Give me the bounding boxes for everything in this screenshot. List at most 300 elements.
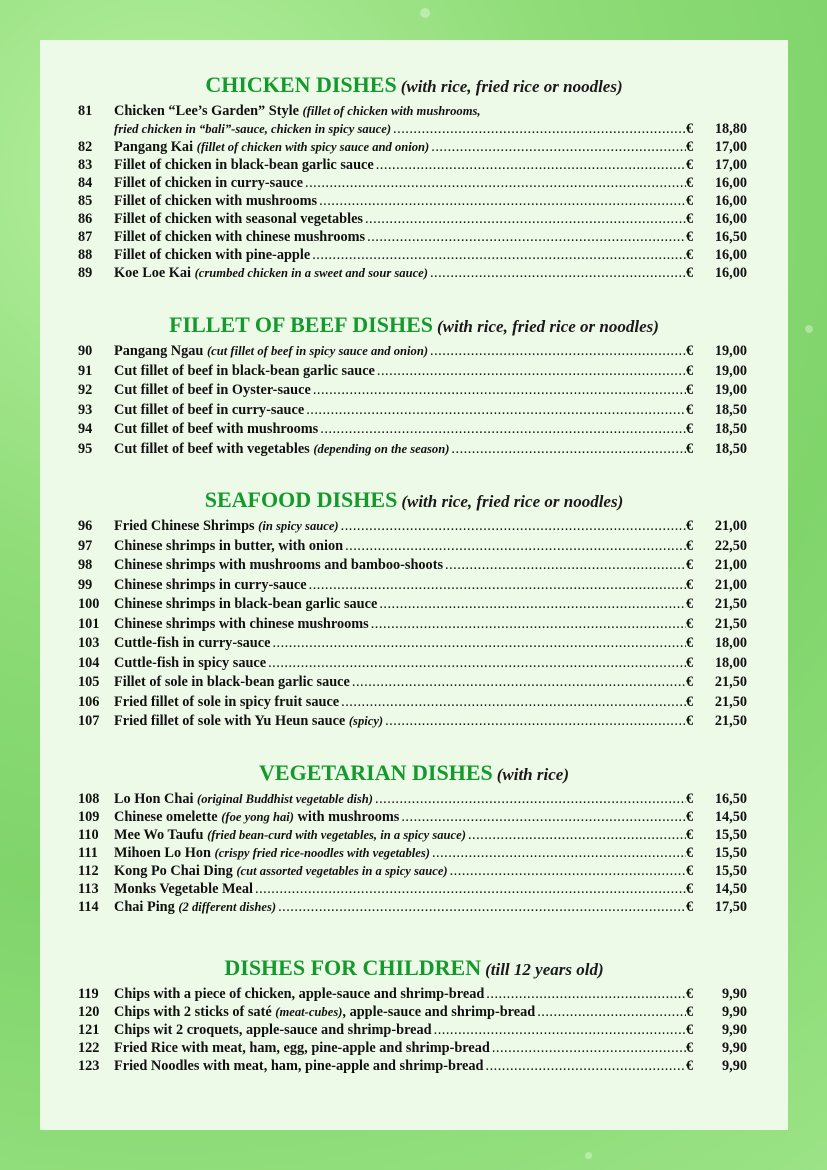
item-currency: € bbox=[686, 791, 694, 807]
item-currency: € bbox=[686, 382, 694, 398]
item-price: 9,90 bbox=[721, 986, 747, 1002]
menu-section bbox=[40, 485, 788, 732]
item-description bbox=[114, 192, 686, 210]
item-currency: € bbox=[686, 899, 694, 915]
item-name: Fillet of chicken in curry-sauce bbox=[114, 175, 304, 191]
leader-dots bbox=[320, 420, 686, 440]
item-price: 16,50 bbox=[714, 791, 747, 807]
leader-dots bbox=[431, 138, 686, 156]
item-currency: € bbox=[686, 881, 694, 897]
menu-item bbox=[40, 228, 788, 246]
item-name: Koe Loe Kai bbox=[114, 265, 195, 281]
item-number: 98 bbox=[78, 557, 93, 573]
item-description bbox=[114, 615, 686, 635]
section-subtitle: (with rice, fried rice or noodles) bbox=[401, 492, 624, 511]
item-description bbox=[114, 712, 686, 732]
item-currency: € bbox=[686, 247, 694, 263]
item-name: Chicken “Lee’s Garden” Style bbox=[114, 103, 303, 119]
item-note: (fillet of chicken with spicy sauce and onion) bbox=[196, 140, 430, 154]
item-name: Cut fillet of beef in Oyster-sauce bbox=[114, 382, 311, 398]
leader-dots bbox=[255, 880, 686, 898]
background-dot bbox=[420, 8, 430, 18]
item-currency: € bbox=[686, 1004, 694, 1020]
menu-item bbox=[40, 634, 788, 654]
item-number: 85 bbox=[78, 193, 93, 209]
item-price: 9,90 bbox=[721, 1022, 747, 1038]
menu-item bbox=[40, 537, 788, 557]
item-description bbox=[114, 264, 686, 282]
item-price: 21,50 bbox=[714, 674, 747, 690]
leader-dots bbox=[445, 556, 686, 576]
item-currency: € bbox=[686, 1058, 694, 1074]
item-price: 15,50 bbox=[714, 845, 747, 861]
item-currency: € bbox=[686, 537, 694, 554]
menu-item bbox=[40, 102, 788, 138]
item-text bbox=[114, 342, 428, 362]
item-text bbox=[114, 862, 448, 880]
item-number: 99 bbox=[78, 576, 93, 593]
leader-dots bbox=[486, 985, 686, 1003]
item-currency: € bbox=[686, 265, 694, 281]
leader-dots bbox=[377, 362, 686, 382]
menu-item bbox=[40, 517, 788, 537]
item-currency: € bbox=[686, 809, 694, 825]
item-text bbox=[114, 192, 317, 210]
item-number: 121 bbox=[78, 1022, 100, 1038]
section-subtitle: (with rice, fried rice or noodles) bbox=[400, 77, 623, 96]
item-description bbox=[114, 576, 686, 596]
item-description bbox=[114, 120, 686, 138]
item-name: Monks Vegetable Meal bbox=[114, 881, 253, 897]
leader-dots bbox=[341, 517, 686, 537]
item-currency: € bbox=[686, 863, 694, 879]
item-description bbox=[114, 1039, 686, 1057]
item-text bbox=[114, 156, 374, 174]
leader-dots bbox=[430, 342, 686, 362]
leader-dots bbox=[305, 174, 686, 192]
item-description bbox=[114, 401, 686, 421]
item-text bbox=[114, 1057, 484, 1075]
item-name: Chinese shrimps with chinese mushrooms bbox=[114, 615, 369, 632]
item-number: 107 bbox=[78, 713, 100, 729]
item-number: 89 bbox=[78, 265, 93, 281]
menu-item bbox=[40, 985, 788, 1003]
item-currency: € bbox=[686, 518, 694, 534]
item-name: Lo Hon Chai bbox=[114, 791, 198, 807]
item-list bbox=[40, 985, 788, 1075]
item-text bbox=[114, 615, 369, 635]
item-description bbox=[114, 362, 686, 382]
item-currency: € bbox=[686, 157, 694, 173]
item-number: 119 bbox=[78, 986, 99, 1002]
item-price: 18,50 bbox=[714, 421, 747, 437]
item-list bbox=[40, 517, 788, 732]
item-note: (in spicy sauce) bbox=[258, 519, 339, 533]
item-price: 9,90 bbox=[721, 1040, 747, 1056]
item-name: Chinese shrimps in curry-sauce bbox=[114, 576, 307, 593]
item-number: 108 bbox=[78, 791, 100, 807]
item-text bbox=[114, 210, 363, 228]
section-title: VEGETARIAN DISHES bbox=[259, 760, 493, 785]
item-name: Chinese shrimps in black-bean garlic sauce bbox=[114, 596, 378, 612]
item-note: (2 different dishes) bbox=[178, 900, 277, 914]
leader-dots bbox=[468, 826, 686, 844]
item-name: Cut fillet of beef in curry-sauce bbox=[114, 401, 305, 418]
item-currency: € bbox=[686, 121, 694, 137]
menu-item bbox=[40, 862, 788, 880]
item-name: Cuttle-fish in curry-sauce bbox=[114, 635, 271, 651]
item-price: 22,50 bbox=[714, 537, 747, 554]
leader-dots bbox=[268, 654, 686, 674]
item-number: 122 bbox=[78, 1040, 100, 1056]
menu-item bbox=[40, 673, 788, 693]
item-description bbox=[114, 673, 686, 693]
item-name: Fillet of chicken with chinese mushrooms bbox=[114, 229, 366, 245]
item-name-line1 bbox=[114, 102, 481, 120]
item-description bbox=[114, 156, 686, 174]
menu-panel bbox=[40, 40, 788, 1130]
item-name-suffix: with mushrooms bbox=[293, 809, 400, 825]
item-name-suffix: , apple-sauce and shrimp-bread bbox=[342, 1004, 536, 1020]
section-subtitle: (with rice, fried rice or noodles) bbox=[436, 317, 659, 336]
item-description bbox=[114, 844, 686, 862]
item-description bbox=[114, 228, 686, 246]
item-currency: € bbox=[686, 576, 694, 593]
menu-item bbox=[40, 246, 788, 264]
menu-item bbox=[40, 844, 788, 862]
item-note: (crispy fried rice-noodles with vegetables) bbox=[214, 846, 430, 860]
item-description bbox=[114, 808, 686, 826]
item-price: 19,00 bbox=[714, 382, 747, 398]
item-text bbox=[114, 362, 375, 382]
item-number: 82 bbox=[78, 139, 93, 155]
item-name: Fried Rice with meat, ham, egg, pine-apple and shrimp-bread bbox=[114, 1040, 490, 1056]
item-name: Fried Noodles with meat, ham, pine-apple and shrimp-bread bbox=[114, 1058, 484, 1074]
menu-item bbox=[40, 712, 788, 732]
item-price: 18,50 bbox=[714, 440, 747, 457]
item-number: 90 bbox=[78, 343, 93, 359]
menu-item bbox=[40, 420, 788, 440]
item-description bbox=[114, 1021, 686, 1039]
menu-section bbox=[40, 758, 788, 916]
item-number: 92 bbox=[78, 382, 93, 398]
item-note: (cut fillet of beef in spicy sauce and onion) bbox=[206, 344, 429, 358]
item-note: (original Buddhist vegetable dish) bbox=[197, 792, 374, 806]
item-number: 83 bbox=[78, 157, 93, 173]
item-number: 94 bbox=[78, 421, 93, 437]
menu-item bbox=[40, 595, 788, 615]
item-name: Fillet of chicken with mushrooms bbox=[114, 193, 318, 209]
item-name: Chips with a piece of chicken, apple-sauce and shrimp-bread bbox=[114, 986, 485, 1002]
item-number: 114 bbox=[78, 899, 99, 915]
item-price: 14,50 bbox=[714, 809, 747, 825]
menu-section bbox=[40, 70, 788, 282]
menu-item bbox=[40, 174, 788, 192]
menu-item bbox=[40, 264, 788, 282]
item-name: Cuttle-fish in spicy sauce bbox=[114, 654, 267, 671]
item-description bbox=[114, 880, 686, 898]
item-currency: € bbox=[686, 557, 694, 573]
menu-section bbox=[40, 310, 788, 459]
menu-item bbox=[40, 615, 788, 635]
item-name: Chips wit 2 croquets, apple-sauce and shrimp-bread bbox=[114, 1022, 432, 1038]
item-note: fried chicken in “bali”-sauce, chicken in spicy sauce) bbox=[114, 122, 392, 136]
menu-item bbox=[40, 808, 788, 826]
item-name: Pangang Kai bbox=[114, 139, 197, 155]
item-name: Chinese omelette bbox=[114, 809, 222, 825]
item-number: 113 bbox=[78, 881, 99, 897]
item-text bbox=[114, 556, 443, 576]
item-text bbox=[114, 138, 429, 156]
menu-item bbox=[40, 693, 788, 713]
menu-item bbox=[40, 440, 788, 460]
item-text bbox=[114, 246, 310, 264]
item-number: 110 bbox=[78, 827, 99, 843]
item-number: 95 bbox=[78, 440, 93, 457]
item-text bbox=[114, 381, 311, 401]
item-currency: € bbox=[686, 654, 694, 671]
leader-dots bbox=[537, 1003, 686, 1021]
item-text bbox=[114, 537, 343, 557]
item-note: (fillet of chicken with mushrooms, bbox=[302, 104, 481, 118]
item-description bbox=[114, 556, 686, 576]
menu-item bbox=[40, 826, 788, 844]
item-currency: € bbox=[686, 845, 694, 861]
leader-dots bbox=[432, 844, 686, 862]
menu-item bbox=[40, 381, 788, 401]
item-price: 21,50 bbox=[714, 713, 747, 729]
item-name: Cut fillet of beef with mushrooms bbox=[114, 421, 319, 437]
menu-item bbox=[40, 138, 788, 156]
item-price: 21,00 bbox=[714, 576, 747, 593]
menu-item bbox=[40, 880, 788, 898]
leader-dots bbox=[385, 712, 686, 732]
menu-item bbox=[40, 576, 788, 596]
item-price: 9,90 bbox=[721, 1058, 747, 1074]
item-text bbox=[114, 1003, 535, 1021]
section-heading bbox=[40, 953, 788, 983]
leader-dots bbox=[450, 862, 686, 880]
item-price: 17,50 bbox=[714, 899, 747, 915]
leader-dots bbox=[309, 576, 686, 596]
menu-item bbox=[40, 1039, 788, 1057]
leader-dots bbox=[371, 615, 686, 635]
item-price: 15,50 bbox=[714, 863, 747, 879]
item-price: 18,80 bbox=[714, 121, 747, 137]
item-price: 21,50 bbox=[714, 596, 747, 612]
item-number: 87 bbox=[78, 229, 93, 245]
item-text bbox=[114, 826, 466, 844]
leader-dots bbox=[306, 401, 686, 421]
item-currency: € bbox=[686, 421, 694, 437]
item-currency: € bbox=[686, 343, 694, 359]
item-text bbox=[114, 576, 307, 596]
item-price: 21,00 bbox=[714, 557, 747, 573]
leader-dots bbox=[367, 228, 686, 246]
item-description bbox=[114, 342, 686, 362]
section-heading bbox=[40, 485, 788, 515]
item-description bbox=[114, 985, 686, 1003]
item-currency: € bbox=[686, 193, 694, 209]
item-currency: € bbox=[686, 674, 694, 690]
menu-item bbox=[40, 1003, 788, 1021]
item-description bbox=[114, 862, 686, 880]
item-description bbox=[114, 693, 686, 713]
item-text bbox=[114, 517, 339, 537]
item-currency: € bbox=[686, 362, 694, 379]
leader-dots bbox=[375, 790, 686, 808]
menu-item bbox=[40, 556, 788, 576]
item-price: 9,90 bbox=[721, 1004, 747, 1020]
item-name: Fried fillet of sole in spicy fruit sauce bbox=[114, 693, 340, 710]
item-number: 101 bbox=[78, 615, 100, 632]
item-number: 84 bbox=[78, 175, 93, 191]
item-number: 91 bbox=[78, 362, 93, 379]
item-text bbox=[114, 985, 484, 1003]
item-description bbox=[114, 440, 686, 460]
item-note: (depending on the season) bbox=[313, 441, 450, 456]
item-number: 86 bbox=[78, 211, 93, 227]
item-price: 21,50 bbox=[714, 693, 747, 710]
item-description bbox=[114, 826, 686, 844]
section-title: FILLET OF BEEF DISHES bbox=[169, 312, 433, 337]
item-name: Fillet of sole in black-bean garlic sauce bbox=[114, 674, 350, 690]
item-text bbox=[114, 654, 266, 674]
section-subtitle: (till 12 years old) bbox=[485, 960, 604, 979]
menu-item bbox=[40, 342, 788, 362]
leader-dots bbox=[319, 192, 686, 210]
item-description bbox=[114, 174, 686, 192]
item-number: 120 bbox=[78, 1004, 100, 1020]
leader-dots bbox=[486, 1057, 687, 1075]
item-price: 17,00 bbox=[714, 157, 747, 173]
menu-item bbox=[40, 156, 788, 174]
background-dot bbox=[805, 325, 813, 333]
item-description bbox=[114, 381, 686, 401]
item-price: 19,00 bbox=[714, 362, 747, 379]
item-name: Fried fillet of sole with Yu Heun sauce bbox=[114, 713, 349, 729]
item-number: 103 bbox=[78, 635, 100, 651]
menu-item bbox=[40, 654, 788, 674]
item-number: 100 bbox=[78, 596, 100, 612]
item-text bbox=[114, 440, 449, 460]
item-text bbox=[114, 174, 303, 192]
item-name: Kong Po Chai Ding bbox=[114, 863, 237, 879]
section-title: DISHES FOR CHILDREN bbox=[224, 955, 482, 980]
item-price: 16,00 bbox=[714, 193, 747, 209]
item-description bbox=[114, 537, 686, 557]
item-number: 97 bbox=[78, 537, 93, 554]
leader-dots bbox=[451, 440, 686, 460]
leader-dots bbox=[393, 120, 686, 138]
item-price: 16,50 bbox=[714, 229, 747, 245]
menu-item bbox=[40, 1057, 788, 1075]
item-description bbox=[114, 1057, 686, 1075]
item-number: 93 bbox=[78, 401, 93, 418]
menu-item bbox=[40, 401, 788, 421]
item-description bbox=[114, 246, 686, 264]
item-currency: € bbox=[686, 827, 694, 843]
item-price: 18,00 bbox=[714, 635, 747, 651]
item-description bbox=[114, 210, 686, 228]
item-text bbox=[114, 401, 304, 421]
item-number: 81 bbox=[78, 103, 93, 119]
item-currency: € bbox=[686, 1040, 694, 1056]
item-note: (spicy) bbox=[348, 714, 384, 728]
menu-item bbox=[40, 898, 788, 916]
item-note: (crumbed chicken in a sweet and sour sauce) bbox=[194, 266, 428, 280]
item-price: 21,00 bbox=[714, 518, 747, 534]
leader-dots bbox=[376, 156, 686, 174]
item-name: Fillet of chicken with pine-apple bbox=[114, 247, 311, 263]
item-description bbox=[114, 420, 686, 440]
menu-item bbox=[40, 210, 788, 228]
section-title: SEAFOOD DISHES bbox=[204, 487, 398, 512]
item-name: Chips with 2 sticks of saté bbox=[114, 1004, 276, 1020]
menu-item bbox=[40, 1021, 788, 1039]
leader-dots bbox=[430, 264, 686, 282]
item-text bbox=[114, 1021, 432, 1039]
item-text bbox=[114, 898, 276, 916]
background-dot bbox=[585, 1152, 592, 1159]
item-currency: € bbox=[686, 401, 694, 418]
item-name: Cut fillet of beef with vegetables bbox=[114, 440, 314, 457]
item-name: Cut fillet of beef in black-bean garlic sauce bbox=[114, 362, 375, 379]
item-list bbox=[40, 102, 788, 282]
item-name: Chinese shrimps in butter, with onion bbox=[114, 537, 344, 554]
item-currency: € bbox=[686, 635, 694, 651]
item-text bbox=[114, 673, 350, 693]
item-text bbox=[114, 420, 318, 440]
menu-item bbox=[40, 362, 788, 382]
item-text bbox=[114, 264, 428, 282]
item-text bbox=[114, 634, 270, 654]
item-name: Mihoen Lo Hon bbox=[114, 845, 215, 861]
item-description bbox=[114, 790, 686, 808]
section-title: CHICKEN DISHES bbox=[205, 72, 397, 97]
item-name: Chai Ping bbox=[114, 899, 179, 915]
item-price: 16,00 bbox=[714, 175, 747, 191]
leader-dots bbox=[313, 381, 686, 401]
item-price: 16,00 bbox=[714, 211, 747, 227]
leader-dots bbox=[312, 246, 686, 264]
item-number: 106 bbox=[78, 693, 100, 710]
item-currency: € bbox=[686, 596, 694, 612]
item-text bbox=[114, 228, 365, 246]
item-description bbox=[114, 634, 686, 654]
item-price: 21,50 bbox=[714, 615, 747, 632]
item-currency: € bbox=[686, 1022, 694, 1038]
item-currency: € bbox=[686, 139, 694, 155]
item-currency: € bbox=[686, 211, 694, 227]
item-description bbox=[114, 654, 686, 674]
item-currency: € bbox=[686, 986, 694, 1002]
item-currency: € bbox=[686, 175, 694, 191]
item-price: 17,00 bbox=[714, 139, 747, 155]
item-text bbox=[114, 595, 377, 615]
item-note: (fried bean-curd with vegetables, in a spicy sauce) bbox=[207, 828, 466, 842]
item-text bbox=[114, 1039, 490, 1057]
item-price: 16,00 bbox=[714, 265, 747, 281]
item-description bbox=[114, 595, 686, 615]
item-text bbox=[114, 844, 430, 862]
leader-dots bbox=[341, 693, 686, 713]
item-currency: € bbox=[686, 713, 694, 729]
leader-dots bbox=[379, 595, 686, 615]
item-number: 88 bbox=[78, 247, 93, 263]
item-number: 96 bbox=[78, 518, 93, 534]
item-description bbox=[114, 138, 686, 156]
